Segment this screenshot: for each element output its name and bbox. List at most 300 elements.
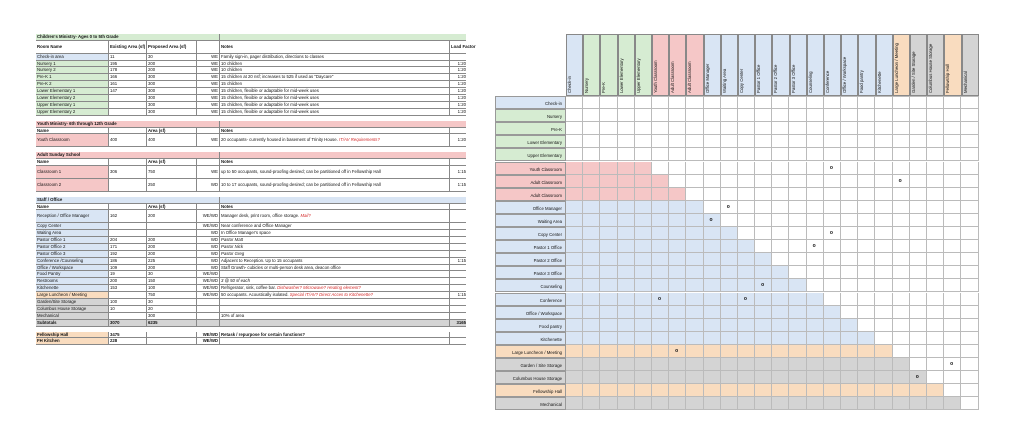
table-cell: WD [197, 258, 220, 264]
table-cell [109, 128, 147, 134]
matrix-cell [772, 148, 789, 161]
table-cell [197, 159, 220, 165]
matrix-cell [807, 214, 824, 227]
table-cell [109, 223, 147, 229]
table-cell [109, 230, 147, 236]
matrix-cell [600, 384, 617, 397]
table-cell: Room Name [36, 41, 109, 53]
matrix-cell [944, 240, 961, 253]
table-row [36, 102, 466, 109]
matrix-cell [961, 122, 978, 135]
matrix-cell [789, 358, 806, 371]
table-cell [220, 271, 450, 277]
matrix-cell [721, 397, 738, 410]
matrix-cell [755, 201, 772, 214]
matrix-cell [807, 188, 824, 201]
row-label: Pre-K [495, 122, 566, 135]
matrix-cell [652, 109, 669, 122]
matrix-cell [910, 96, 927, 109]
matrix-cell [944, 397, 961, 410]
table-cell: 6235 [147, 320, 197, 326]
matrix-row [495, 214, 979, 227]
matrix-cell [704, 122, 721, 135]
table-cell [197, 204, 220, 210]
table-cell: 11 [109, 54, 147, 60]
table-row [36, 210, 466, 223]
matrix-cell [927, 135, 944, 148]
table-cell [450, 223, 466, 229]
matrix-cell [635, 135, 652, 148]
matrix-cell [772, 293, 789, 306]
matrix-cell [652, 384, 669, 397]
matrix-cell [686, 253, 703, 266]
column-label: Mechanical [962, 71, 968, 93]
adjacency-mark: o [709, 216, 713, 223]
matrix-cell [686, 162, 703, 175]
matrix-cell [875, 214, 892, 227]
table-cell: 300 [147, 109, 197, 115]
matrix-cell [566, 279, 583, 292]
matrix-cell [652, 240, 669, 253]
matrix-cell [738, 214, 755, 227]
table-cell: 1:20 [457, 67, 466, 73]
matrix-cell [841, 240, 858, 253]
table-row [36, 285, 466, 292]
matrix-cell [669, 135, 686, 148]
column-header [704, 34, 721, 96]
table-cell [450, 265, 466, 271]
matrix-cell [738, 266, 755, 279]
note-text: 50 occupants. Acoustically isolated. [221, 292, 290, 298]
matrix-cell [824, 358, 841, 371]
matrix-cell [755, 227, 772, 240]
table-cell: Conference /Counseling [36, 258, 109, 264]
matrix-cell [910, 345, 927, 358]
matrix-cell [669, 122, 686, 135]
table-cell [220, 210, 450, 222]
matrix-cell [618, 109, 635, 122]
matrix-cell [635, 148, 652, 161]
matrix-cell [910, 279, 927, 292]
matrix-cell [961, 279, 978, 292]
matrix-cell [721, 122, 738, 135]
matrix-cell [893, 240, 910, 253]
table-cell [450, 332, 466, 338]
matrix-cell [755, 109, 772, 122]
matrix-cell [652, 227, 669, 240]
column-label: Lower Elementary [618, 58, 624, 93]
matrix-cell [910, 319, 927, 332]
matrix-cell [618, 397, 635, 410]
matrix-cell [669, 96, 686, 109]
matrix-cell [738, 371, 755, 384]
matrix-cell [755, 175, 772, 188]
note-question: IT/AV Requirements? [339, 137, 380, 143]
adjacency-mark: o [829, 230, 833, 236]
matrix-cell [944, 148, 961, 161]
matrix-cell [652, 201, 669, 214]
matrix-cell [875, 109, 892, 122]
matrix-cell [841, 306, 858, 319]
table-row [36, 54, 466, 61]
matrix-cell [566, 253, 583, 266]
matrix-cell [566, 345, 583, 358]
matrix-cell [893, 358, 910, 371]
matrix-cell [944, 332, 961, 345]
matrix-cell [686, 358, 703, 371]
column-label: Food pantry [859, 70, 865, 93]
matrix-cell [600, 397, 617, 410]
column-header [755, 34, 772, 96]
section-title-text: Children's Ministry- Ages 0 to 5th Grade [36, 34, 220, 40]
row-label: Adult Classroom [495, 188, 566, 201]
matrix-row [495, 96, 979, 109]
matrix-cell [961, 109, 978, 122]
table-cell: WD [197, 265, 220, 271]
matrix-row [495, 266, 979, 279]
matrix-cell [807, 253, 824, 266]
matrix-cell [961, 201, 978, 214]
matrix-cell [721, 253, 738, 266]
matrix-cell [583, 253, 600, 266]
matrix-cell [566, 266, 583, 279]
matrix-cell [566, 384, 583, 397]
matrix-cell [686, 293, 703, 306]
table-cell: Reception / Office Manager [36, 210, 109, 222]
table-cell: Copy Center [36, 223, 109, 229]
matrix-cell [566, 201, 583, 214]
subtotal-row [36, 320, 466, 327]
column-header [910, 34, 927, 96]
matrix-cell [927, 227, 944, 240]
column-header [927, 34, 944, 96]
matrix-cell [772, 201, 789, 214]
matrix-cell [841, 175, 858, 188]
table-row [36, 237, 466, 244]
table-cell [220, 244, 450, 250]
matrix-cell [755, 358, 772, 371]
matrix-cell [824, 306, 841, 319]
matrix-cell [927, 188, 944, 201]
table-row [36, 244, 466, 251]
table-cell [220, 320, 450, 326]
header-row [36, 128, 466, 135]
matrix-cell [704, 96, 721, 109]
table-cell: 15 children, flexible or adaptable for mid-week uses [220, 95, 450, 101]
table-cell: 1:15 [457, 257, 466, 263]
matrix-cell [755, 135, 772, 148]
section-title [36, 34, 466, 41]
matrix-cell [721, 135, 738, 148]
note-text: Pastor Matt [221, 237, 243, 243]
matrix-cell [704, 332, 721, 345]
matrix-cell [566, 358, 583, 371]
matrix-cell [618, 371, 635, 384]
matrix-cell [566, 96, 583, 109]
matrix-row [495, 201, 979, 214]
matrix-cell [738, 293, 755, 306]
matrix-cell [583, 214, 600, 227]
matrix-cell [652, 96, 669, 109]
matrix-cell [772, 162, 789, 175]
matrix-cell [704, 175, 721, 188]
table-cell: 200 [147, 237, 197, 243]
column-header [583, 34, 600, 96]
matrix-cell [600, 279, 617, 292]
table-cell: WD [197, 244, 220, 250]
matrix-cell [618, 188, 635, 201]
column-label: Garden / Site Storage [911, 51, 916, 93]
matrix-cell [583, 96, 600, 109]
matrix-cell [841, 384, 858, 397]
matrix-cell [858, 358, 875, 371]
matrix-cell [738, 162, 755, 175]
column-label: Upper Elementary [635, 58, 641, 93]
matrix-cell [669, 279, 686, 292]
matrix-cell [755, 266, 772, 279]
matrix-cell [686, 148, 703, 161]
matrix-cell [600, 306, 617, 319]
matrix-cell [944, 214, 961, 227]
section-title-text: Youth Ministry- 6th through 12th Grade [36, 121, 220, 127]
matrix-cell [789, 253, 806, 266]
matrix-cell [600, 214, 617, 227]
table-cell: 1:20 [457, 60, 466, 66]
matrix-cell [772, 253, 789, 266]
matrix-cell [704, 188, 721, 201]
matrix-cell [652, 253, 669, 266]
table-cell: 153 [109, 285, 147, 291]
matrix-row [495, 279, 979, 292]
matrix-cell [858, 122, 875, 135]
table-row [36, 313, 466, 320]
matrix-cell [635, 306, 652, 319]
matrix-cell [721, 358, 738, 371]
matrix-cell [600, 175, 617, 188]
matrix-row [495, 175, 979, 188]
matrix-cell [583, 332, 600, 345]
matrix-cell [600, 293, 617, 306]
matrix-row [495, 332, 979, 345]
table-cell [220, 338, 450, 344]
table-cell: Nursery 2 [36, 67, 109, 73]
matrix-cell [652, 162, 669, 175]
matrix-cell [824, 201, 841, 214]
matrix-cell [704, 240, 721, 253]
table-cell: Nursery 1 [36, 61, 109, 67]
table-cell: 10 to 17 occupants, sound-proofing desired; can be partitioned off in Fellowship Hall [220, 179, 450, 191]
matrix-cell [789, 201, 806, 214]
matrix-cell [583, 293, 600, 306]
table-cell: 1:20 [457, 101, 466, 107]
matrix-cell [910, 148, 927, 161]
matrix-cell [618, 96, 635, 109]
matrix-cell [893, 306, 910, 319]
matrix-row [495, 319, 979, 332]
column-label: Columbus House Storage [928, 43, 934, 93]
matrix-cell [893, 293, 910, 306]
matrix-cell [858, 109, 875, 122]
matrix-cell [755, 332, 772, 345]
note-text: Pastor Nick [221, 243, 243, 249]
matrix-cell [566, 319, 583, 332]
row-label: Counseling [495, 279, 566, 292]
note-text: Near conference and Office Manager [221, 223, 292, 229]
matrix-cell [772, 175, 789, 188]
table-cell: 1:15 [457, 169, 466, 175]
table-cell [220, 251, 450, 257]
table-cell: 300 [147, 313, 197, 319]
section-title [36, 121, 466, 128]
table-cell [450, 271, 466, 277]
row-label: Conference [495, 293, 566, 306]
matrix-cell [704, 384, 721, 397]
matrix-cell [927, 332, 944, 345]
matrix-cell [755, 162, 772, 175]
matrix-cell [927, 384, 944, 397]
matrix-cell [755, 371, 772, 384]
table-cell: 19 [109, 271, 147, 277]
matrix-cell [910, 227, 927, 240]
table-row [36, 88, 466, 95]
table-cell: 200 [147, 210, 197, 222]
table-cell: 300 [147, 81, 197, 87]
matrix-cell [841, 122, 858, 135]
matrix-cell [875, 358, 892, 371]
matrix-cell [875, 162, 892, 175]
matrix-cell [789, 214, 806, 227]
matrix-cell [652, 345, 669, 358]
matrix-cell [635, 332, 652, 345]
matrix-cell [858, 240, 875, 253]
matrix-cell [704, 397, 721, 410]
matrix-cell [583, 122, 600, 135]
matrix-cell [583, 201, 600, 214]
matrix-cell [635, 253, 652, 266]
table-cell: 750 [147, 166, 197, 178]
matrix-cell [961, 214, 978, 227]
matrix-cell [944, 358, 961, 371]
matrix-cell [669, 214, 686, 227]
matrix-cell [635, 358, 652, 371]
matrix-cell [738, 358, 755, 371]
matrix-cell [858, 175, 875, 188]
matrix-cell [789, 175, 806, 188]
column-label: Check-in [567, 76, 572, 93]
table-cell: 147 [109, 88, 147, 94]
matrix-cell [824, 332, 841, 345]
table-cell: 15 children at 20 nsf; increases to 525 if used as "Daycare" [220, 74, 450, 80]
matrix-row [495, 188, 979, 201]
matrix-cell [807, 122, 824, 135]
table-cell: 3165 [450, 320, 466, 326]
matrix-cell [755, 279, 772, 292]
matrix-cell [618, 175, 635, 188]
matrix-cell [738, 345, 755, 358]
matrix-cell [669, 240, 686, 253]
matrix-cell [944, 293, 961, 306]
matrix-cell [875, 227, 892, 240]
table-cell: Columbus House Storage [36, 306, 109, 312]
matrix-cell [858, 332, 875, 345]
table-cell: Classroom 2 [36, 179, 109, 191]
table-cell: Family sign-in, pager distribution, directions to classes [220, 54, 450, 60]
table-cell: WE [197, 67, 220, 73]
matrix-cell [669, 319, 686, 332]
matrix-cell [841, 293, 858, 306]
matrix-cell [944, 279, 961, 292]
matrix-cell [772, 214, 789, 227]
matrix-cell [944, 188, 961, 201]
matrix-cell [824, 384, 841, 397]
matrix-cell [789, 188, 806, 201]
table-cell [147, 230, 197, 236]
matrix-cell [858, 96, 875, 109]
table-row [36, 292, 466, 299]
matrix-cell [635, 371, 652, 384]
matrix-cell [721, 214, 738, 227]
table-cell: Waiting Area [36, 230, 109, 236]
matrix-cell [875, 148, 892, 161]
matrix-cell [652, 135, 669, 148]
matrix-cell [927, 371, 944, 384]
matrix-cell [738, 384, 755, 397]
table-row [36, 271, 466, 278]
matrix-cell [807, 240, 824, 253]
matrix-cell [893, 227, 910, 240]
matrix-cell [652, 279, 669, 292]
section-title [36, 197, 466, 204]
matrix-cell [927, 148, 944, 161]
matrix-cell [961, 319, 978, 332]
matrix-row [495, 122, 979, 135]
table-cell [450, 306, 466, 312]
matrix-cell [686, 397, 703, 410]
matrix-cell [686, 266, 703, 279]
table-cell [109, 204, 147, 210]
matrix-cell [721, 306, 738, 319]
matrix-cell [841, 371, 858, 384]
matrix-cell [910, 201, 927, 214]
matrix-cell [893, 148, 910, 161]
matrix-cell [635, 279, 652, 292]
matrix-cell [841, 148, 858, 161]
matrix-cell [669, 358, 686, 371]
matrix-cell [738, 332, 755, 345]
matrix-row [495, 358, 979, 371]
matrix-cell [961, 227, 978, 240]
matrix-cell [807, 201, 824, 214]
matrix-cell [618, 214, 635, 227]
matrix-cell [721, 319, 738, 332]
matrix-row [495, 345, 979, 358]
table-cell: 15 children [220, 81, 450, 87]
matrix-cell [618, 384, 635, 397]
matrix-cell [635, 109, 652, 122]
note-text: Refrigerator, sink, coffee bar. [221, 285, 278, 291]
matrix-cell [704, 371, 721, 384]
matrix-cell [566, 122, 583, 135]
note-text: In Office Manager's space [221, 230, 271, 236]
matrix-cell [910, 358, 927, 371]
matrix-cell [841, 279, 858, 292]
row-label: Check-in [495, 96, 566, 109]
matrix-cell [807, 135, 824, 148]
matrix-cell [669, 201, 686, 214]
matrix-cell [583, 240, 600, 253]
matrix-cell [807, 358, 824, 371]
matrix-cell [669, 188, 686, 201]
